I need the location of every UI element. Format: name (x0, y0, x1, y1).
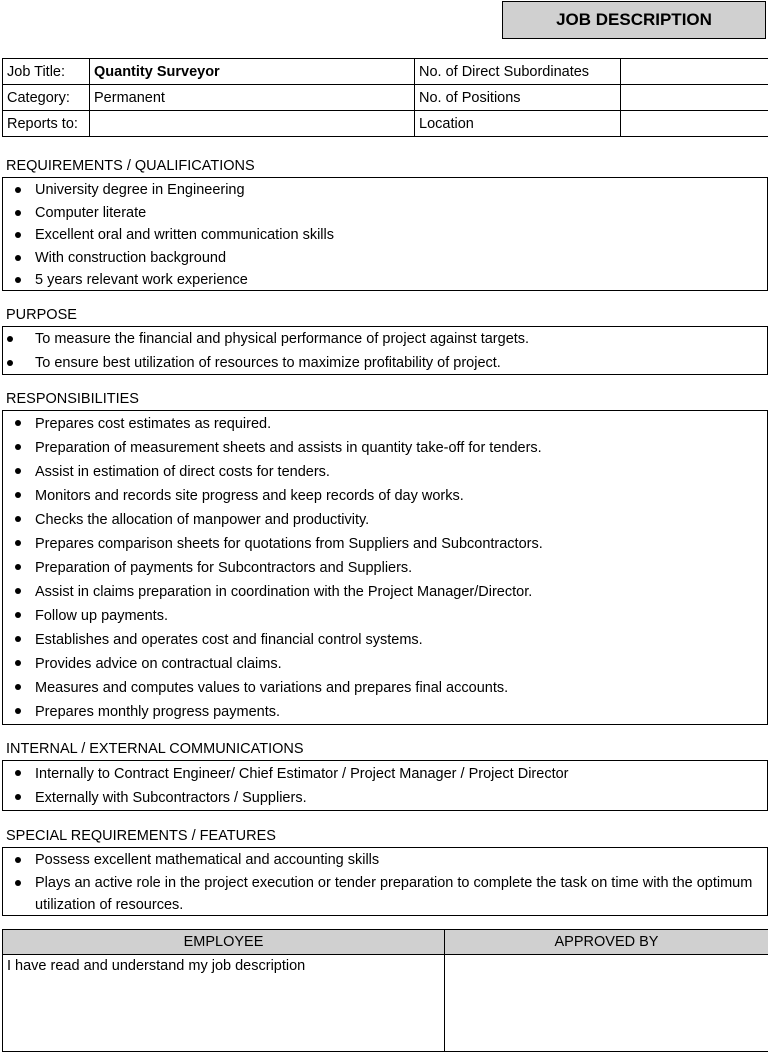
purpose-box (2, 326, 768, 375)
list-item: Prepares comparison sheets for quotations from Suppliers and Subcontractors. (3, 532, 767, 556)
list-item: Externally with Subcontractors / Suppliers. (3, 786, 767, 810)
special-requirements-box (2, 847, 768, 916)
responsibilities-list (3, 412, 767, 724)
employee-header: EMPLOYEE (3, 930, 445, 955)
list-item: Establishes and operates cost and financial control systems. (3, 628, 767, 652)
list-item: Plays an active role in the project execution or tender preparation to complete the task on time with the optimum utilization of resources. (3, 872, 767, 917)
table-row (3, 955, 768, 1052)
list-item: 5 years relevant work experience (3, 269, 767, 292)
job-title-label: Job Title: (3, 59, 90, 85)
list-item: To ensure best utilization of resources to maximize profitability of project. (3, 352, 767, 376)
employee-acknowledgement: I have read and understand my job description (3, 955, 445, 1052)
list-item: University degree in Engineering (3, 179, 767, 202)
list-item: With construction background (3, 247, 767, 270)
direct-subordinates-value (621, 59, 768, 85)
requirements-list (3, 179, 767, 292)
reports-to-value (90, 111, 415, 137)
list-item: Prepares cost estimates as required. (3, 412, 767, 436)
purpose-heading: PURPOSE (6, 306, 77, 324)
list-item: Assist in estimation of direct costs for tenders. (3, 460, 767, 484)
special-requirements-list (3, 849, 767, 917)
approved-by-signature (445, 955, 768, 1052)
requirements-heading: REQUIREMENTS / QUALIFICATIONS (6, 157, 255, 175)
category-label: Category: (3, 85, 90, 111)
list-item: Preparation of measurement sheets and assists in quantity take-off for tenders. (3, 436, 767, 460)
list-item: Possess excellent mathematical and accounting skills (3, 849, 767, 872)
job-info-table (2, 58, 768, 137)
requirements-box (2, 177, 768, 291)
table-row (3, 85, 768, 111)
list-item: Follow up payments. (3, 604, 767, 628)
list-item: Monitors and records site progress and keep records of day works. (3, 484, 767, 508)
table-row (3, 59, 768, 85)
communications-list (3, 762, 767, 810)
document-title: JOB DESCRIPTION (502, 1, 766, 39)
list-item: Preparation of payments for Subcontractors and Suppliers. (3, 556, 767, 580)
list-item: Provides advice on contractual claims. (3, 652, 767, 676)
reports-to-label: Reports to: (3, 111, 90, 137)
job-title-value: Quantity Surveyor (90, 59, 415, 85)
table-row (3, 111, 768, 137)
list-item: Measures and computes values to variations and prepares final accounts. (3, 676, 767, 700)
list-item: Prepares monthly progress payments. (3, 700, 767, 724)
list-item: Excellent oral and written communication skills (3, 224, 767, 247)
purpose-list (3, 328, 767, 375)
list-item: Assist in claims preparation in coordination with the Project Manager/Director. (3, 580, 767, 604)
signoff-table (2, 929, 768, 1052)
list-item: Computer literate (3, 202, 767, 225)
approved-by-header: APPROVED BY (445, 930, 768, 955)
positions-value (621, 85, 768, 111)
location-value (621, 111, 768, 137)
list-item: To measure the financial and physical performance of project against targets. (3, 328, 767, 352)
communications-heading: INTERNAL / EXTERNAL COMMUNICATIONS (6, 740, 304, 758)
table-row (3, 930, 768, 955)
list-item: Checks the allocation of manpower and productivity. (3, 508, 767, 532)
category-value: Permanent (90, 85, 415, 111)
responsibilities-box (2, 410, 768, 725)
special-requirements-heading: SPECIAL REQUIREMENTS / FEATURES (6, 827, 276, 845)
positions-label: No. of Positions (415, 85, 621, 111)
responsibilities-heading: RESPONSIBILITIES (6, 390, 139, 408)
direct-subordinates-label: No. of Direct Subordinates (415, 59, 621, 85)
list-item: Internally to Contract Engineer/ Chief Estimator / Project Manager / Project Director (3, 762, 767, 786)
location-label: Location (415, 111, 621, 137)
communications-box (2, 760, 768, 811)
